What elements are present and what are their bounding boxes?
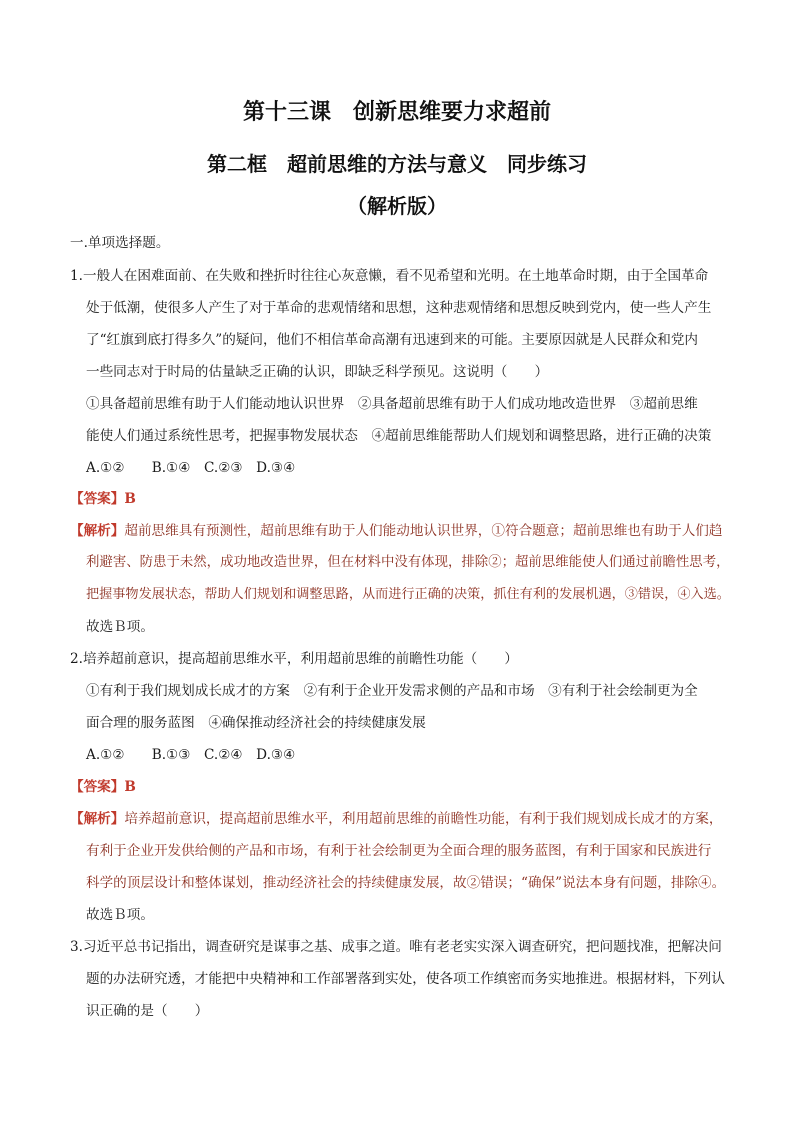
q1-answer	[70, 489, 136, 509]
analysis-text: 培养超前意识，提高超前思维水平，利用超前思维的前瞻性功能，有利于我们规划成长成才的方案，	[124, 811, 723, 827]
q1-line: 处于低潮，使很多人产生了对于革命的悲观情绪和思想，这种悲观情绪和思想反映到党内，使一些人产生	[86, 300, 712, 316]
q1-analysis	[70, 521, 723, 541]
q3-line: 3.习近平总书记指出，调查研究是谋事之基、成事之道。唯有老老实实深入调查研究，把问题找准，把解决问	[70, 939, 722, 955]
q3-line: 题的办法研究透，才能把中央精神和工作部署落到实处，使各项工作缜密而务实地推进。根据材料，下列认	[86, 971, 725, 987]
page-subtitle: 第二框 超前思维的方法与意义 同步练习	[207, 152, 587, 176]
q2-options: A.①② B.①③ C.②④ D.③④	[86, 747, 296, 763]
q2-line: ①有利于我们规划成长成才的方案 ②有利于企业开发需求侧的产品和市场 ③有利于社会绘制更为全	[86, 683, 698, 699]
analysis-label: 【解析】	[70, 811, 125, 827]
analysis-text: 科学的顶层设计和整体谋划，推动经济社会的持续健康发展，故②错误；“确保”说法本身有问题，排除④。	[86, 875, 726, 891]
page-title: 第十三课 创新思维要力求超前	[242, 99, 551, 125]
analysis-label: 【解析】	[70, 523, 125, 539]
q1-options: A.①② B.①④ C.②③ D.③④	[86, 460, 296, 476]
q2-line: 2.培养超前意识，提高超前思维水平，利用超前思维的前瞻性功能（ ）	[70, 651, 518, 667]
answer-label: 【答案】	[70, 779, 125, 795]
analysis-text: 超前思维具有预测性，超前思维有助于人们能动地认识世界，①符合题意；超前思维也有助于人们趋	[124, 523, 723, 539]
q3-line: 识正确的是（ ）	[86, 1003, 209, 1019]
q2-line: 面合理的服务蓝图 ④确保推动经济社会的持续健康发展	[86, 715, 426, 731]
q1-line: ①具备超前思维有助于人们能动地认识世界 ②具备超前思维有助于人们成功地改造世界 ③超前思维	[86, 396, 698, 412]
answer-value: B	[124, 779, 136, 795]
answer-value: B	[124, 491, 136, 507]
edition-label: （解析版）	[347, 194, 447, 218]
q2-answer	[70, 777, 136, 797]
q1-line: 1.一般人在困难面前、在失败和挫折时往往心灰意懒，看不见希望和光明。在土地革命时期，由于全国革命	[70, 268, 709, 284]
analysis-text: 有利于企业开发供给侧的产品和市场，有利于社会绘制更为全面合理的服务蓝图，有利于国家和民族进行	[86, 843, 712, 859]
analysis-conclusion: 故选Ｂ项。	[86, 907, 154, 923]
analysis-text: 利避害、防患于未然，成功地改造世界，但在材料中没有体现，排除②；超前思维能使人们通过前瞻性思考，	[86, 555, 730, 570]
q1-line: 了“红旗到底打得多久”的疑问，他们不相信革命高潮有迅速到来的可能。主要原因就是人民群众和党内	[86, 332, 699, 348]
section-heading: 一.单项选择题。	[70, 235, 170, 251]
analysis-text: 把握事物发展状态，帮助人们规划和调整思路，从而进行正确的决策，抓住有利的发展机遇，③错误，④入选。	[86, 587, 730, 602]
q1-line: 一些同志对于时局的估量缺乏正确的认识，即缺乏科学预见。这说明（ ）	[86, 364, 549, 380]
q2-analysis	[70, 809, 723, 829]
analysis-conclusion: 故选Ｂ项。	[86, 619, 154, 635]
answer-label: 【答案】	[70, 491, 125, 507]
q1-line: 能使人们通过系统性思考，把握事物发展状态 ④超前思维能帮助人们规划和调整思路，进行正确的决策	[86, 428, 712, 444]
